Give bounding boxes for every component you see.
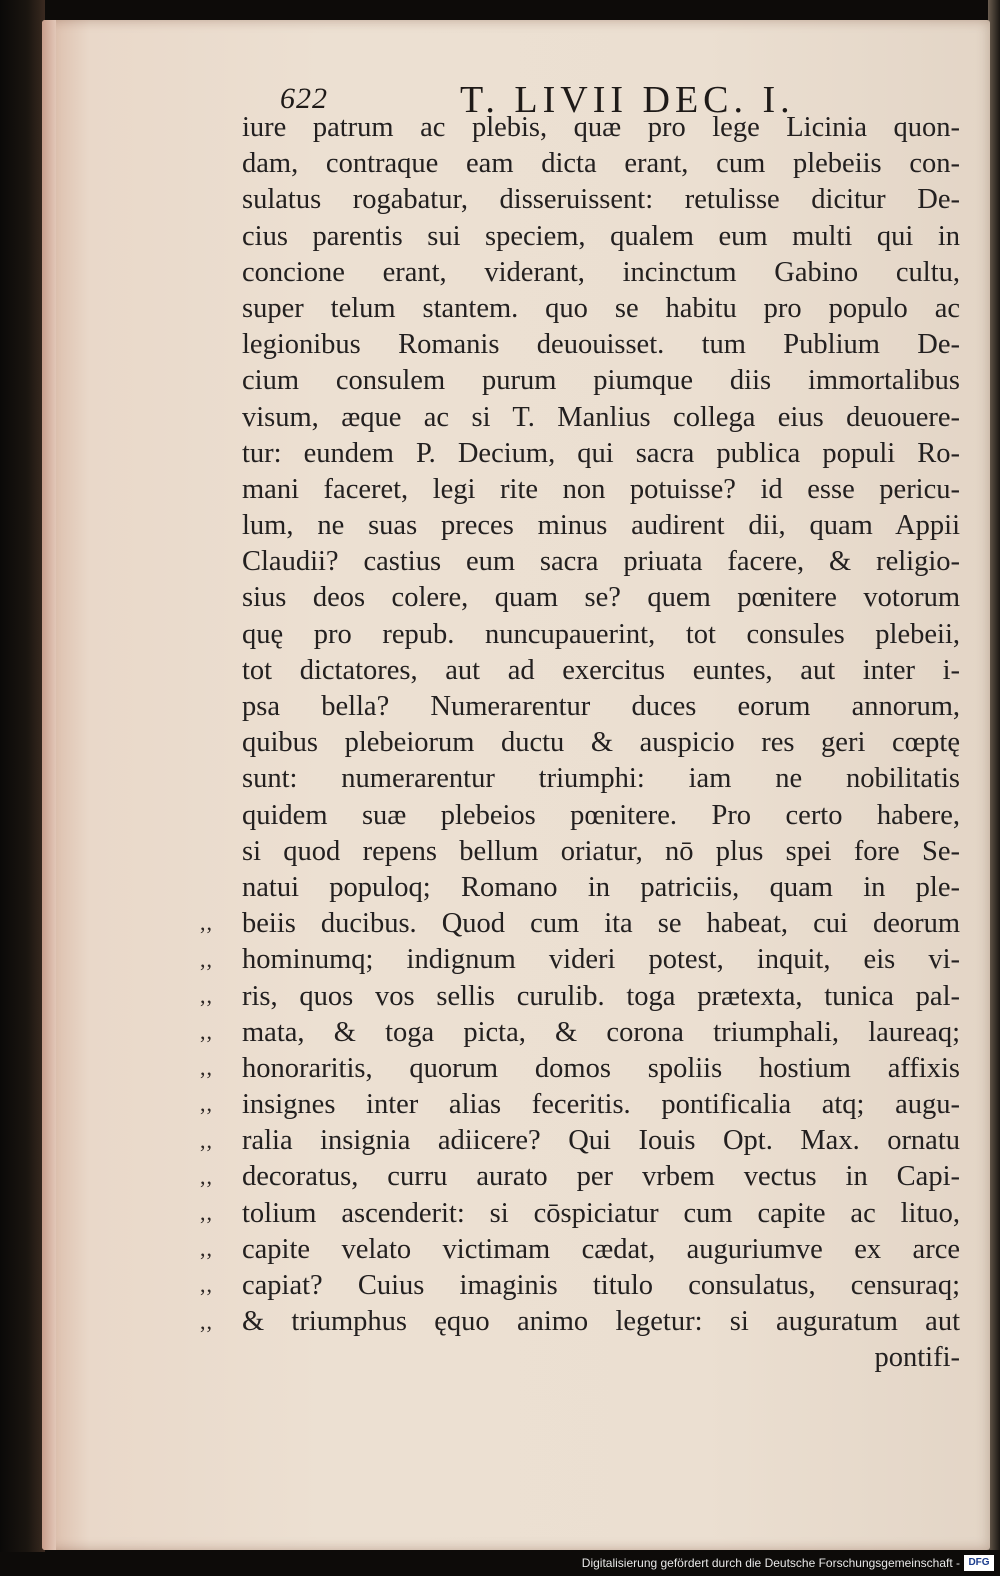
- text-line: capite velato victimam cædat, auguriumve ex arce: [242, 1233, 960, 1265]
- quote-marker: ,,: [200, 1272, 213, 1298]
- text-line: mani faceret, legi rite non potuisse? id esse pericu-: [242, 473, 960, 505]
- footer-bar: [0, 1552, 1000, 1576]
- quote-marker: ,,: [200, 982, 213, 1008]
- running-title: T. LIVII DEC. I.: [460, 79, 795, 121]
- text-line: legionibus Romanis deuouisset. tum Publium De-: [242, 329, 960, 361]
- text-line: tur: eundem P. Decium, qui sacra publica populi Ro-: [242, 437, 960, 469]
- text-line: super telum stantem. quo se habitu pro populo ac: [242, 292, 960, 324]
- text-line: visum, æque ac si T. Manlius collega eius deuouere-: [242, 401, 960, 433]
- text-line: tolium ascenderit: si cōspiciatur cum capite ac lituo,: [242, 1197, 960, 1229]
- text-line: pontifi-: [874, 1342, 960, 1374]
- quote-marker: ,,: [200, 910, 213, 936]
- text-line: Claudii? castius eum sacra priuata facere, & religio-: [242, 546, 960, 578]
- quote-marker: ,,: [200, 1127, 213, 1153]
- text-line: concione erant, viderant, incinctum Gabino cultu,: [242, 256, 960, 288]
- text-line: lum, ne suas preces minus audirent dii, quam Appii: [242, 510, 960, 542]
- text-line: insignes inter alias feceritis. pontificalia atq; augu-: [242, 1089, 960, 1121]
- left-background-shadow: [0, 0, 45, 1576]
- text-line: mata, & toga picta, & corona triumphali, laureaq;: [242, 1016, 960, 1048]
- text-line: quibus plebeiorum ductu & auspicio res geri cœptę: [242, 727, 960, 759]
- text-line: cium consulem purum piumque diis immortalibus: [242, 365, 960, 397]
- text-line: cius parentis sui speciem, qualem eum multi qui in: [242, 220, 960, 252]
- text-line: & triumphus ęquo animo legetur: si auguratum aut: [242, 1306, 960, 1338]
- body-text: [242, 110, 960, 1377]
- text-line: quę pro repub. nuncupauerint, tot consules plebeii,: [242, 618, 960, 650]
- quote-marker: ,,: [200, 946, 213, 972]
- text-line: iure patrum ac plebis, quæ pro lege Licinia quon-: [242, 112, 960, 143]
- text-line: ralia insignia adiicere? Qui Iouis Opt. Max. ornatu: [242, 1125, 960, 1157]
- text-line: psa bella? Numerarentur duces eorum annorum,: [242, 691, 960, 722]
- text-line: hominumq; indignum videri potest, inquit, eis vi-: [242, 944, 960, 976]
- text-line: ris, quos vos sellis curulib. toga prætexta, tunica pal-: [242, 980, 960, 1012]
- quote-marker: ,,: [200, 1091, 213, 1117]
- footer-credit: Digitalisierung gefördert durch die Deutsche Forschungsgemeinschaft -: [581, 1556, 960, 1570]
- quote-marker: ,,: [200, 1055, 213, 1081]
- text-line: quidem suæ plebeios pœnitere. Pro certo habere,: [242, 799, 960, 831]
- quote-marker: ,,: [200, 1236, 213, 1262]
- text-line: decoratus, curru aurato per vrbem vectus in Capi-: [242, 1161, 960, 1193]
- quote-marker: ,,: [200, 1200, 213, 1225]
- quote-marker: ,,: [200, 1019, 213, 1044]
- text-line: sulatus rogabatur, disseruissent: retulisse dicitur De-: [242, 184, 960, 216]
- page-number: 622: [280, 82, 328, 115]
- text-line: natui populoq; Romano in patriciis, quam in ple-: [242, 871, 960, 903]
- quote-marker: ,,: [200, 1163, 213, 1189]
- text-line: honoraritis, quorum domos spoliis hostium affixis: [242, 1052, 960, 1084]
- text-line: si quod repens bellum oriatur, nō plus spei fore Se-: [242, 835, 960, 867]
- text-line: beiis ducibus. Quod cum ita se habeat, cui deorum: [242, 908, 960, 940]
- text-line: capiat? Cuius imaginis titulo consulatus, censuraq;: [242, 1270, 960, 1301]
- page-gutter-edge: [42, 20, 56, 1550]
- text-line: sunt: numerarentur triumphi: iam ne nobilitatis: [242, 763, 960, 795]
- dfg-logo: DFG: [964, 1555, 994, 1571]
- text-line: sius deos colere, quam se? quem pœnitere votorum: [242, 582, 960, 614]
- quote-marker: ,,: [200, 1308, 213, 1334]
- text-line: tot dictatores, aut ad exercitus euntes, aut inter i-: [242, 654, 960, 686]
- text-line: dam, contraque eam dicta erant, cum plebeiis con-: [242, 148, 960, 180]
